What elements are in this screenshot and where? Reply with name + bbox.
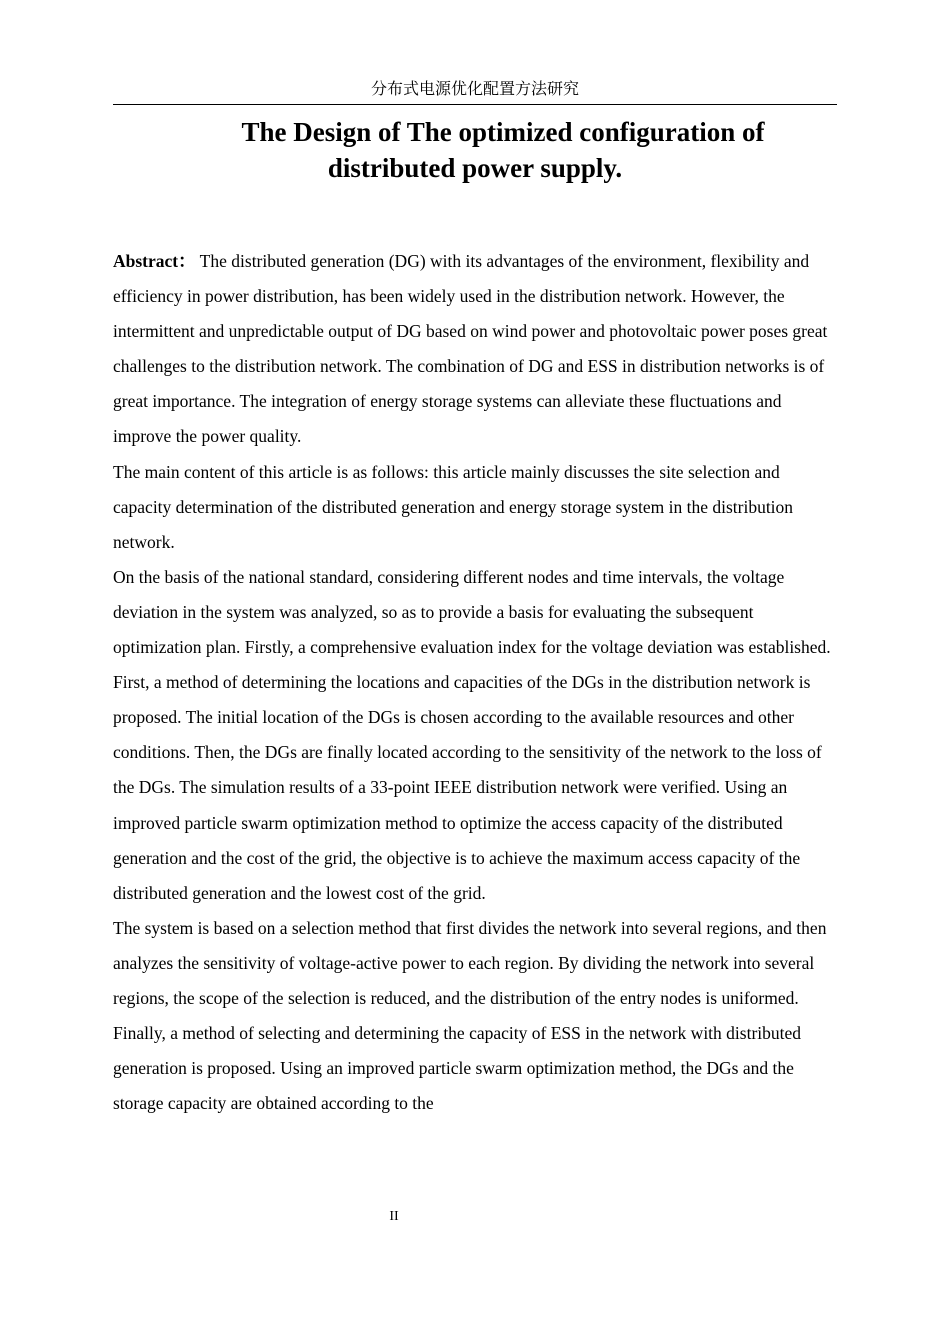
abstract-paragraph-4: First, a method of determining the locations and capacities of the DGs in the distribution network is proposed. The initial location of the DGs is chosen according to the available resources and other conditions. Then, the DGs are finally located according to the sensitivity of the network to the loss of the DGs. The simulation results of a 33-point IEEE distribution network were verified. Using an improved particle swarm optimization method to optimize the access capacity of the distributed generation and the cost of the grid, the objective is to achieve the maximum access capacity of the distributed generation and the lowest cost of the grid.	[113, 672, 822, 903]
running-header: 分布式电源优化配置方法研究	[113, 78, 837, 105]
abstract-paragraph-1-text: The distributed generation (DG) with its advantages of the environment, flexibility and efficiency in power distribution, has been widely used in the distribution network. However, the intermittent and unpredictable output of DG based on wind power and photovoltaic power poses great challenges to the distribution network. The combination of DG and ESS in distribution networks is of great importance. The integration of energy storage systems can alleviate these fluctuations and improve the power quality.	[113, 251, 828, 447]
title-line-1: The Design of The optimized configuration of	[241, 117, 765, 147]
abstract-paragraph-5: The system is based on a selection method that first divides the network into several regions, and then analyzes the sensitivity of voltage-active power to each region. By dividing the network into several regions, the scope of the selection is reduced, and the distribution of the entry nodes is uniformed. Finally, a method of selecting and determining the capacity of ESS in the network with distributed generation is proposed. Using an improved particle swarm optimization method, the DGs and the storage capacity are obtained according to the	[113, 917, 827, 1114]
abstract-paragraph-2: The main content of this article is as follows: this article mainly discusses the site selection and capacity determination of the distributed generation and energy storage system in the distribution network.	[113, 461, 794, 552]
abstract-paragraph-3: On the basis of the national standard, considering different nodes and time intervals, the voltage deviation in the system was analyzed, so as to provide a basis for evaluating the subsequent optimization plan. Firstly, a comprehensive evaluation index for the voltage deviation was established.	[113, 566, 831, 658]
document-title	[113, 114, 837, 186]
abstract-section	[113, 244, 837, 1121]
title-line-2: distributed power supply.	[327, 153, 623, 183]
abstract-paragraph-1	[113, 244, 837, 455]
abstract-label: Abstract：	[113, 251, 196, 271]
page-number: II	[389, 1209, 399, 1224]
